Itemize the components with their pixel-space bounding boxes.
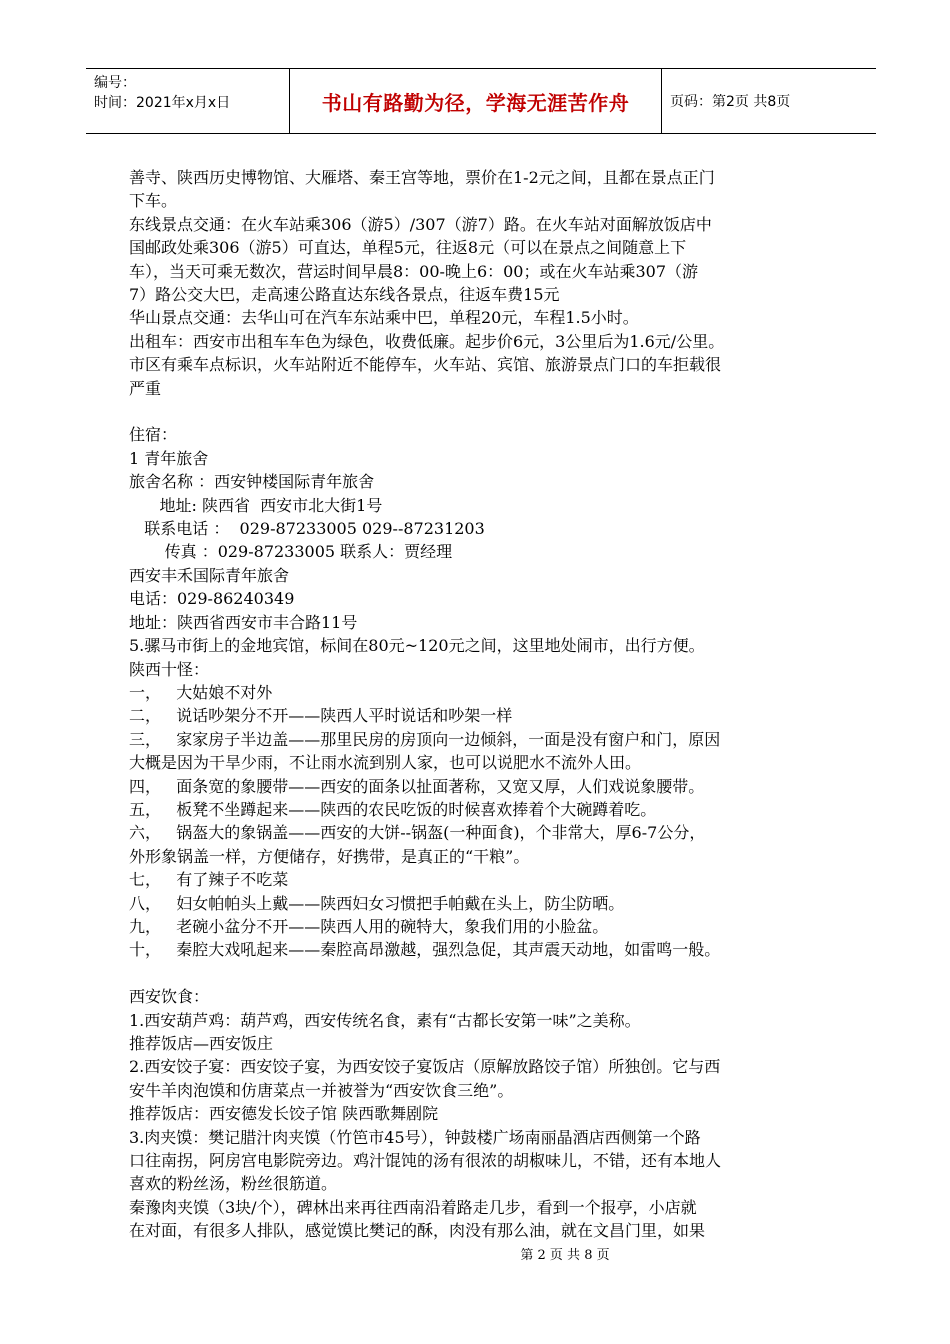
serial-label: 编号： xyxy=(94,75,136,91)
text-line: 善寺、陕西历史博物馆、大雁塔、秦王宫等地，票价在1-2元之间，且都在景点正门 xyxy=(129,168,715,187)
text-line: 传真 ：029-87233005 联系人：贾经理 xyxy=(129,542,453,562)
text-line: 严重 xyxy=(129,378,162,398)
text-line: 住宿： xyxy=(129,425,178,445)
text-line: 西安丰禾国际青年旅舍 xyxy=(129,565,290,585)
text-line: 西安饮食： xyxy=(129,987,210,1007)
blank-line xyxy=(129,962,841,985)
text-line: 电话：029-86240349 xyxy=(129,589,295,609)
text-line: 下车。 xyxy=(129,191,178,211)
text-line: 推荐饭店—西安饭庄 xyxy=(129,1034,274,1053)
text-line: 7）路公交大巴，走高速公路直达东线各景点，往返车费15元 xyxy=(129,285,560,305)
text-line: 二， 说话吵架分不开——陕西人平时说话和吵架一样 xyxy=(129,706,513,726)
text-line: 东线景点交通：在火车站乘306（游5）/307（游7）路。在火车站对面解放饭店中 xyxy=(129,214,712,234)
blank-line xyxy=(129,400,841,423)
text-line: 陕西十怪： xyxy=(129,659,210,679)
text-line: 十， 秦腔大戏吼起来——秦腔高昂激越，强烈急促，其声震天动地，如雷鸣一般。 xyxy=(129,940,721,960)
text-line: 2.西安饺子宴：西安饺子宴，为西安饺子宴饭店（原解放路饺子馆）所独创。它与西 xyxy=(129,1057,721,1077)
text-line: 喜欢的粉丝汤，粉丝很筋道。 xyxy=(129,1174,338,1194)
text-line: 在对面，有很多人排队，感觉馍比樊记的酥，肉没有那么油，就在文昌门里，如果 xyxy=(129,1221,706,1241)
text-line: 旅舍名称 ：西安钟楼国际青年旅舍 xyxy=(129,472,375,492)
header-motto: 书山有路勤为径，学海无涯苦作舟 xyxy=(289,69,662,133)
text-line: 七， 有了辣子不吃菜 xyxy=(129,870,289,890)
text-line: 车），当天可乘无数次，营运时间早晨8：00-晚上6：00；或在火车站乘307（游 xyxy=(129,261,699,281)
text-line: 推荐饭店：西安德发长饺子馆 陕西歌舞剧院 xyxy=(129,1104,439,1124)
page-footer: 第 2 页 共 8 页 xyxy=(520,1248,610,1263)
text-line: 地址：陕西省西安市丰合路11号 xyxy=(129,612,358,632)
text-line: 联系电话 ： 029-87233005 029--87231203 xyxy=(129,519,485,539)
text-line: 一， 大姑娘不对外 xyxy=(129,682,273,702)
text-line: 大概是因为干旱少雨，不让雨水流到别人家，也可以说肥水不流外人田。 xyxy=(129,753,642,773)
document-body xyxy=(129,166,841,1243)
text-line: 5.骡马市街上的金地宾馆，标间在80元~120元之间，这里地处闹市，出行方便。 xyxy=(129,636,705,656)
header-page-label: 页码：第2页 共8页 xyxy=(670,94,791,110)
text-line: 市区有乘车点标识，火车站附近不能停车，火车站、宾馆、旅游景点门口的车拒载很 xyxy=(129,355,722,375)
text-line: 国邮政处乘306（游5）可直达，单程5元，往返8元（可以在景点之间随意上下 xyxy=(129,238,687,258)
text-line: 出租车：西安市出租车车色为绿色，收费低廉。起步价6元，3公里后为1.6元/公里。 xyxy=(129,331,725,351)
text-line: 华山景点交通：去华山可在汽车东站乘中巴，单程20元，车程1.5小时。 xyxy=(129,308,639,328)
text-line: 外形象锅盖一样，方便储存，好携带，是真正的“干粮”。 xyxy=(129,846,530,866)
text-line: 九， 老碗小盆分不开——陕西人用的碗特大，象我们用的小脸盆。 xyxy=(129,916,609,936)
text-line: 六， 锅盔大的象锅盖——西安的大饼--锅盔(一种面食)，个非常大，厚6-7公分， xyxy=(129,823,706,843)
text-line: 3.肉夹馍：樊记腊汁肉夹馍（竹笆市45号），钟鼓楼广场南丽晶酒店西侧第一个路 xyxy=(129,1127,701,1147)
text-line: 安牛羊肉泡馍和仿唐菜点一并被誉为“西安饮食三绝”。 xyxy=(129,1080,514,1100)
text-line: 五， 板凳不坐蹲起来——陕西的农民吃饭的时候喜欢捧着个大碗蹲着吃。 xyxy=(129,799,657,819)
header-left-cell xyxy=(86,69,289,133)
text-line: 地址: 陕西省 西安市北大街1号 xyxy=(129,495,383,515)
time-label: 时间：2021年x月x日 xyxy=(94,95,231,111)
text-line: 口往南拐，阿房宫电影院旁边。鸡汁馄饨的汤有很浓的胡椒味儿，不错，还有本地人 xyxy=(129,1151,722,1171)
text-line: 1 青年旅舍 xyxy=(129,448,209,468)
text-line: 秦豫肉夹馍（3块/个），碑林出来再往西南沿着路走几步，看到一个报亭，小店就 xyxy=(129,1197,697,1217)
text-line: 四， 面条宽的象腰带——西安的面条以扯面著称，又宽又厚，人们戏说象腰带。 xyxy=(129,776,705,796)
page-header xyxy=(86,68,876,134)
text-line: 1.西安葫芦鸡：葫芦鸡，西安传统名食，素有“古都长安第一味”之美称。 xyxy=(129,1010,641,1030)
text-line: 三， 家家房子半边盖——那里民房的房顶向一边倾斜，一面是没有窗户和门，原因 xyxy=(129,729,721,749)
text-line: 八， 妇女帕帕头上戴——陕西妇女习惯把手帕戴在头上，防尘防晒。 xyxy=(129,893,625,913)
